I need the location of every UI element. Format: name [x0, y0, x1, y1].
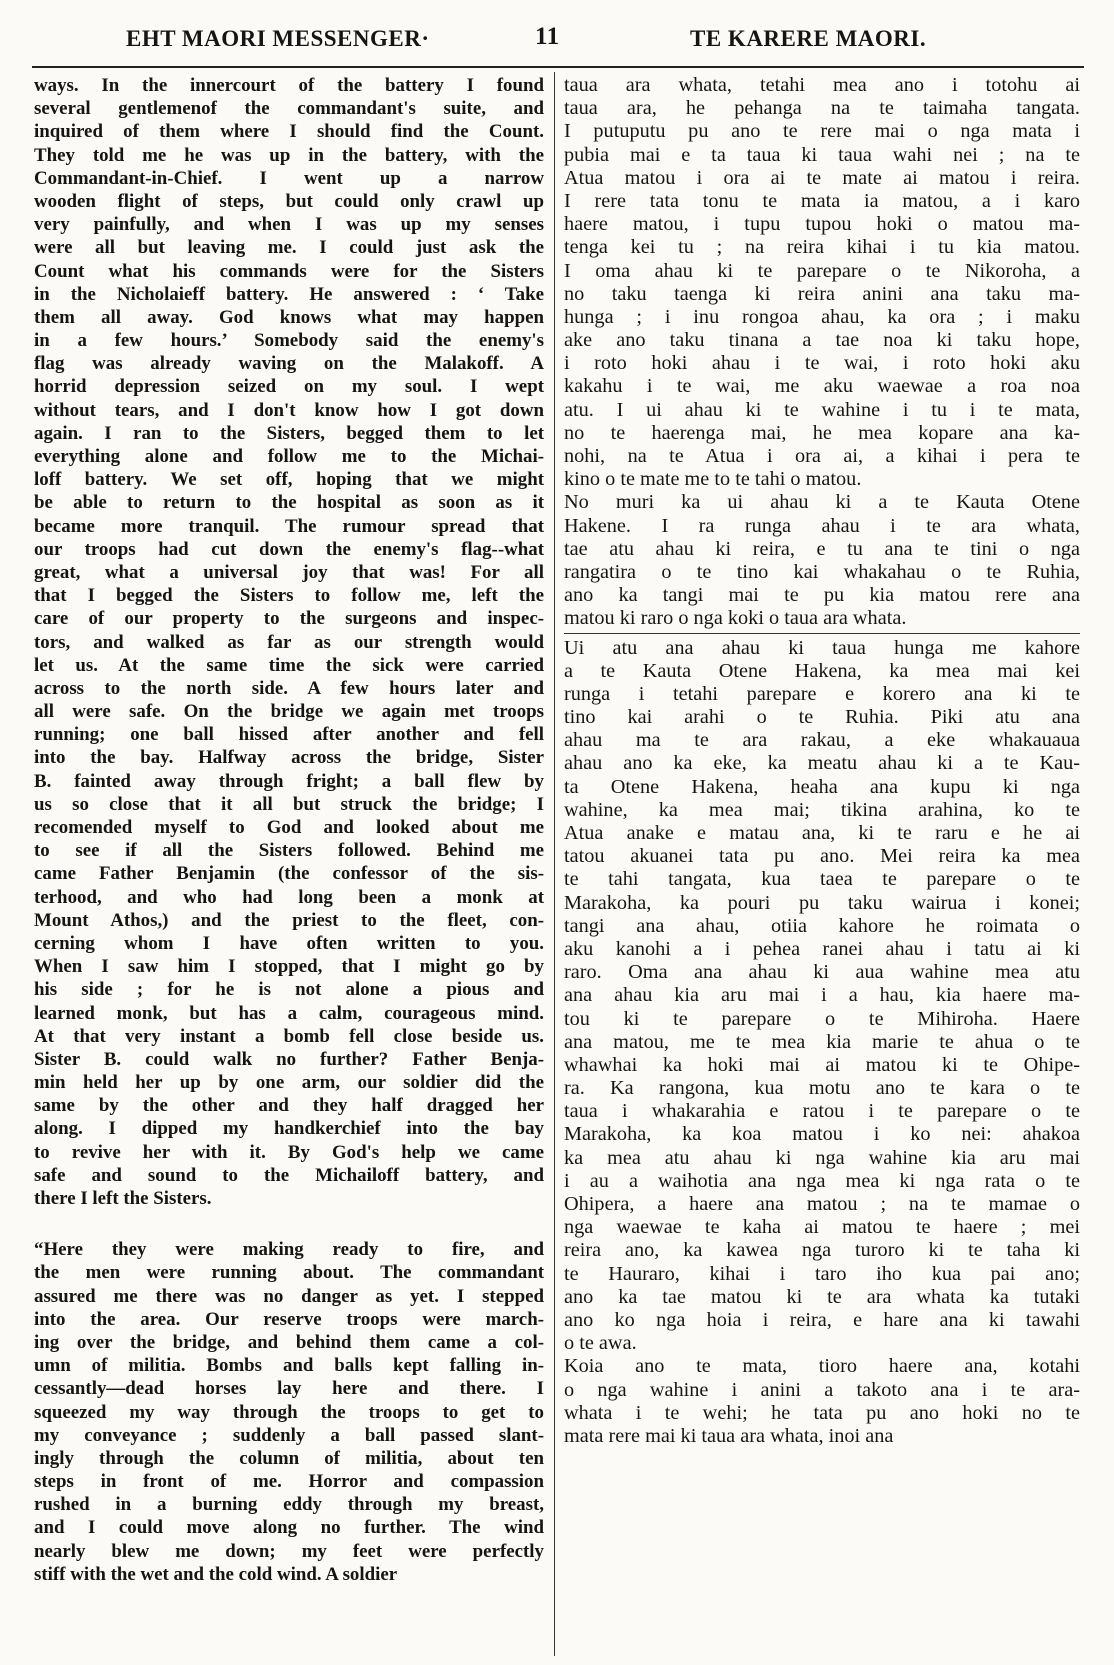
text-line: again. I ran to the Sisters, begged them to let: [34, 422, 544, 444]
column-divider: [554, 72, 555, 1656]
text-line: and I could move along no further. The wind: [34, 1517, 544, 1539]
text-line: safe and sound to the Michailoff battery, and: [34, 1164, 544, 1186]
text-line: tors, and walked as far as our strength would: [34, 631, 544, 653]
text-line: wooden flight of steps, but could only crawl up: [34, 190, 544, 212]
text-line: atu. I ui ahau ki te wahine i tu i te mata,: [564, 398, 1080, 421]
text-line: Count what his commands were for the Sisters: [34, 260, 544, 282]
text-line: assured me there was no danger as yet. I stepped: [34, 1285, 544, 1307]
text-line: ano ka tae matou ki te ara whata ka tutaki: [564, 1285, 1080, 1308]
text-line: ra. Ka rangona, kua motu ano te kara o te: [564, 1077, 1080, 1100]
text-line: i au a waihotia ana nga mea ki nga rata o te: [564, 1169, 1080, 1192]
text-line: matou ki raro o nga koki o taua ara whata.: [564, 607, 907, 630]
text-line: let us. At the same time the sick were carried: [34, 654, 544, 676]
text-line: running; one ball hissed after another and fell: [34, 724, 544, 746]
text-line: to see if all the Sisters followed. Behind me: [34, 840, 544, 862]
text-line: ake ano taku tinana a tae noa ki taku hope,: [564, 329, 1080, 352]
text-line: ing over the bridge, and behind them came a col-: [34, 1331, 544, 1353]
text-line: were all but leaving me. I could just ask the: [34, 237, 544, 259]
text-line: very painfully, and when I was up my senses: [34, 214, 544, 236]
text-line: pubia mai e ta taua ki taua wahi nei ; na te: [564, 143, 1080, 166]
text-line: Koia ano te mata, tioro haere ana, kotahi: [564, 1355, 1080, 1378]
text-line: along. I dipped my handkerchief into the bay: [34, 1118, 544, 1140]
text-line: te Hauraro, kihai i taro iho kua pai ano;: [564, 1262, 1080, 1285]
maori-paragraph-4: [564, 1355, 1080, 1448]
text-line: same by the other and they half dragged her: [34, 1095, 544, 1117]
text-line: tangi ana ahau, otiia kahore he roimata o: [564, 914, 1080, 937]
text-line: Ui atu ana ahau ki taua hunga me kahore: [564, 636, 1080, 659]
english-column: [34, 74, 544, 1586]
text-line: o nga wahine i anini a takoto ana i te ara-: [564, 1378, 1080, 1401]
text-line: that I begged the Sisters to follow me, left the: [34, 585, 544, 607]
text-line: Marakoha, ka koa matou i ko nei: ahakoa: [564, 1123, 1080, 1146]
text-line: became more tranquil. The rumour spread that: [34, 515, 544, 537]
text-line: Mount Athos,) and the priest to the fleet, con-: [34, 909, 544, 931]
text-line: tenga kei tu ; na reira kihai i tu kia matou.: [564, 236, 1080, 259]
text-line: in the Nicholaieff battery. He answered : ‘ Take: [34, 283, 544, 305]
text-line: nearly blew me down; my feet were perfectly: [34, 1540, 544, 1562]
text-line: ka mea atu ahau ki nga wahine kia aru mai: [564, 1146, 1080, 1169]
text-line: I putuputu pu ano te rere mai o nga mata i: [564, 120, 1080, 143]
text-line: tae atu ahau ki reira, e tu ana te tini o nga: [564, 537, 1080, 560]
text-line: Ohipera, a haere ana matou ; na te mamae o: [564, 1193, 1080, 1215]
english-paragraph-2: [34, 1238, 544, 1586]
text-line: whawhai ka hoki mai ai matou ki te Ohipe-: [564, 1053, 1080, 1076]
text-line: tou ki te parepare o te Mihiroha. Haere: [564, 1007, 1080, 1030]
maori-paragraph-1: [564, 74, 1080, 491]
text-line: flag was already waving on the Malakoff. A: [34, 353, 544, 375]
text-line: hunga ; i inu rongoa ahau, ka ora ; i maku: [564, 305, 1080, 328]
paragraph-rule: [564, 633, 1080, 634]
text-line: in a few hours.’ Somebody said the enemy's: [34, 330, 544, 352]
text-line: my conveyance ; suddenly a ball passed slant-: [34, 1424, 544, 1446]
text-line: ana ahau kia aru mai i a hau, kia haere ma-: [564, 984, 1080, 1007]
text-line: kakahu i te wai, me aku waewae a roa noa: [564, 375, 1080, 398]
text-line: rangatira o te tino kai whakahau o te Ruhia,: [564, 560, 1080, 583]
text-line: kino o te mate me to te tahi o matou.: [564, 468, 862, 491]
english-paragraph-1: [34, 74, 544, 1210]
text-line: loff battery. We set off, hoping that we might: [34, 469, 544, 491]
text-line: ways. In the innercourt of the battery I found: [34, 75, 544, 96]
text-line: taua ara whata, tetahi mea ano i totohu ai: [564, 74, 1080, 96]
text-line: o te awa.: [564, 1332, 637, 1355]
text-line: a te Kauta Otene Hakena, ka mea mai kei: [564, 659, 1080, 682]
text-line: Marakoha, ka pouri pu taku wairua i konei;: [564, 891, 1080, 914]
maori-masthead: TE KARERE MAORI.: [690, 26, 927, 51]
text-line: Atua matou i ora ai te mate ai matou i reira.: [564, 166, 1080, 189]
paragraph-gap: [34, 1210, 544, 1238]
text-line: No muri ka ui ahau ki a te Kauta Otene: [564, 491, 1080, 514]
text-line: nohi, na te Atua i ora ai, a kihai i pera te: [564, 445, 1080, 467]
text-line: rushed in a burning eddy through my breast,: [34, 1494, 544, 1516]
text-line: runga i tetahi parepare e korero ana ki te: [564, 682, 1080, 705]
text-line: across to the north side. A few hours later and: [34, 677, 544, 699]
text-line: min held her up by one arm, our soldier did the: [34, 1072, 544, 1094]
text-line: aku kanohi a i pehea ranei ahau i tatu ai ki: [564, 937, 1080, 960]
text-line: ta Otene Hakena, heaha ana kupu ki nga: [564, 775, 1080, 798]
text-line: squeezed my way through the troops to get to: [34, 1401, 544, 1423]
maori-paragraph-2: [564, 491, 1080, 630]
text-line: They told me he was up in the battery, with the: [34, 144, 544, 166]
text-line: haere matou, i tupu tupou hoki o matou ma-: [564, 213, 1080, 236]
text-line: be able to return to the hospital as soon as it: [34, 492, 544, 514]
text-line: our troops had cut down the enemy's flag--what: [34, 538, 544, 560]
text-line: cerning whom I have often written to you.: [34, 932, 544, 954]
page-number: 11: [535, 23, 560, 50]
text-line: recomended myself to God and looked about me: [34, 817, 544, 838]
header-rule: [32, 66, 1084, 68]
text-line: Atua anake e matau ana, ki te raru e he ai: [564, 822, 1080, 844]
text-line: his side ; for he is not alone a pious and: [34, 979, 544, 1001]
text-line: horrid depression seized on my soul. I wept: [34, 376, 544, 398]
text-line: care of our property to the surgeons and inspec-: [34, 608, 544, 630]
text-line: raro. Oma ana ahau ki aua wahine mea atu: [564, 961, 1080, 984]
text-line: several gentlemenof the commandant's suite, and: [34, 98, 544, 120]
text-line: Commandant-in-Chief. I went up a narrow: [34, 167, 544, 189]
text-line: tatou akuanei tata pu ano. Mei reira ka mea: [564, 845, 1080, 868]
text-line: I oma ahau ki te parepare o te Nikoroha, a: [564, 259, 1080, 282]
text-line: At that very instant a bomb fell close beside us.: [34, 1025, 544, 1047]
text-line: mata rere mai ki taua ara whata, inoi ana: [564, 1424, 894, 1447]
text-line: reira ano, ka kawea nga turoro ki te taha ki: [564, 1239, 1080, 1262]
text-line: ingly through the column of militia, about ten: [34, 1447, 544, 1469]
text-line: tino kai arahi o te Ruhia. Piki atu ana: [564, 706, 1080, 729]
text-line: to revive her with it. By God's help we came: [34, 1141, 544, 1163]
text-line: stiff with the wet and the cold wind. A soldier: [34, 1563, 398, 1585]
page-header: [30, 14, 1084, 54]
text-line: te tahi tangata, kua taea te parepare o te: [564, 868, 1080, 891]
text-line: cessantly—dead horses lay here and there. I: [34, 1378, 544, 1400]
text-line: ano ko nga hoia i reira, e hare ana ki tawahi: [564, 1308, 1080, 1331]
text-line: i roto hoki ahau i te wai, i roto hoki aku: [564, 352, 1080, 375]
maori-column: [564, 74, 1080, 1448]
text-line: Hakene. I ra runga ahau i te ara whata,: [564, 514, 1080, 537]
text-line: us so close that it all but struck the bridge; I: [34, 793, 544, 815]
text-line: great, what a universal joy that was! For all: [34, 561, 544, 583]
text-line: Sister B. could walk no further? Father Benja-: [34, 1048, 544, 1070]
text-line: ano ka tangi mai te pu kia matou rere ana: [564, 584, 1080, 607]
text-line: no te haerenga mai, he mea kopare ana ka-: [564, 421, 1080, 444]
text-line: everything alone and follow me to the Michai-: [34, 446, 544, 467]
maori-paragraph-3: [564, 637, 1080, 1356]
text-line: wahine, ka mea mai; tikina arahina, ko te: [564, 798, 1080, 821]
text-line: into the bay. Halfway across the bridge, Sister: [34, 747, 544, 769]
text-line: steps in front of me. Horror and compassion: [34, 1471, 544, 1493]
text-line: taua ara, he pehanga na te taimaha tangata.: [564, 97, 1080, 120]
text-line: nga waewae te kaha ai matou te haere ; mei: [564, 1216, 1080, 1239]
text-line: came Father Benjamin (the confessor of the sis-: [34, 863, 544, 885]
text-line: without tears, and I don't know how I got down: [34, 399, 544, 421]
text-line: the men were running about. The commandant: [34, 1262, 544, 1284]
text-line: “Here they were making ready to fire, and: [34, 1239, 544, 1261]
text-line: ana matou, me te mea kia marie te ahua o te: [564, 1030, 1080, 1053]
text-line: terhood, and who had long been a monk at: [34, 886, 544, 908]
text-line: whata i te wehi; he tata pu ano hoki no te: [564, 1401, 1080, 1424]
text-line: learned monk, but has a calm, courageous mind.: [34, 1002, 544, 1024]
text-line: umn of militia. Bombs and balls kept falling in-: [34, 1355, 544, 1377]
text-line: ahau ma te ara rakau, a eke whakauaua: [564, 729, 1080, 752]
text-line: inquired of them where I should find the Count.: [34, 121, 544, 143]
text-line: ahau ano ka eke, ka meatu ahau ki a te Kau-: [564, 752, 1080, 775]
text-line: I rere tata tonu te mata ia matou, a i karo: [564, 189, 1080, 212]
text-line: no taku taenga ki reira anini ana taku ma-: [564, 282, 1080, 305]
english-masthead: EHT MAORI MESSENGER·: [126, 26, 430, 51]
text-line: When I saw him I stopped, that I might go by: [34, 956, 544, 978]
text-line: there I left the Sisters.: [34, 1188, 212, 1209]
text-line: all were safe. On the bridge we again met troops: [34, 701, 544, 723]
text-line: into the area. Our reserve troops were march-: [34, 1308, 544, 1330]
text-line: B. fainted away through fright; a ball flew by: [34, 770, 544, 792]
text-line: them all away. God knows what may happen: [34, 306, 544, 328]
text-line: taua i whakarahia e ratou i te parepare o te: [564, 1100, 1080, 1123]
